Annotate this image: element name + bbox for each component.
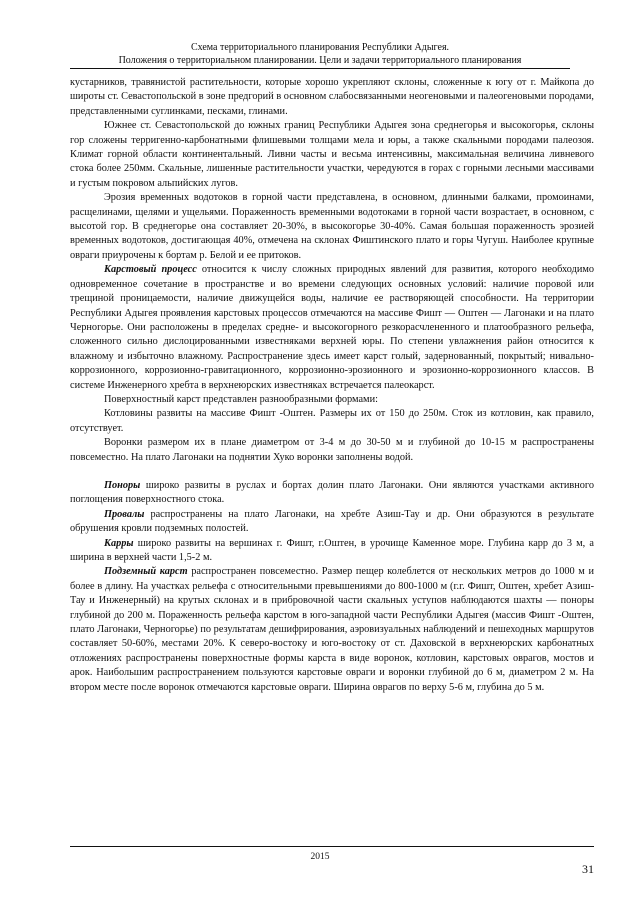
footer-divider (70, 846, 594, 847)
document-body (70, 76, 594, 695)
paragraph-underground-karst (70, 565, 594, 695)
term-ponors: Поноры (104, 479, 141, 491)
page-number: 31 (582, 862, 594, 876)
term-karren: Карры (104, 537, 134, 549)
header-line-2: Положения о территориальном планировании. Цели и задачи территориального планирования (70, 54, 570, 69)
ponors-text: широко развиты в руслах и бортах долин плато Лагонаки. Они являются участками активного поглощения поверхностного стока. (70, 479, 594, 506)
page-header (70, 41, 570, 69)
sinkholes-text: распространены на плато Лагонаки, на хребте Азиш-Тау и др. Они образуются в результате обрушения кровли подземных полостей. (70, 508, 594, 535)
paragraph-erosion: Эрозия временных водотоков в горной части представлена, в основном, длинными балками, промоинами, расщелинами, щелями и ущельями. Пораженность временными водотоками в горной части возрастает, в основном, с высотой гор. В среднегорье она составляет 20-30%, в высокогорье 30-40%. Самая большая пораженность эрозией временных водотоков, достигающая 40%, отмечена на склонах Фиштинского плато и горы Чугуш. Наиболее крупные овраги приурочены к бортам р. Белой и ее притоков. (70, 192, 594, 261)
karren-text: широко развиты на вершинах г. Фишт, г.Оштен, в урочище Каменное море. Глубина карр до 3 м, а ширина в верхней части 1,5-2 м. (70, 537, 594, 563)
paragraph-sinkholes (70, 508, 594, 537)
paragraph-vegetation: кустарников, травянистой растительности, которые хорошо укрепляют склоны, сложенные к югу от г. Майкопа до широты ст. Севастопольской в зоне предгорий в основном слабосвязанными неогеновыми и палеогеновыми породами, представленными суглинками, песками, глинами. (70, 77, 594, 117)
term-underground-karst: Подземный карст (104, 566, 188, 578)
header-line-1: Схема территориального планирования Республики Адыгея. (190, 42, 450, 53)
paragraph-surface-karst: Поверхностный карст представлен разнообразными формами: (104, 393, 378, 405)
paragraph-ponors (70, 479, 594, 508)
term-karst-process: Карстовый процесс (104, 264, 197, 276)
paragraph-basins: Котловины развиты на массиве Фишт -Оштен. Размеры их от 150 до 250м. Сток из котловин, как правило, отсутствует. (70, 408, 594, 434)
footer-year: 2015 (310, 852, 330, 862)
paragraph-karren (70, 537, 594, 566)
karst-process-text: относится к числу сложных природных явлений для развития, которого необходимо одновременное сочетание в пространстве и во времени следующих основных условий: наличие поровой или трещиной проницаемости, наличие движущейся воды, наличие ее растворяющей способности. На территории Республики Адыгея проявления карстовых процессов отмечаются на массиве Фишт — Оштен — Лагонаки и на плато Черногорье. Они расположены в пределах средне- и высокогорного резкорасчлененного и платообразного рельефа, сложенного сильно дислоцированными известняками верхней юры. По степени увлажнения район относится к влажному и избыточно влажному. Распространение здесь имеет карст голый, задернованный, покрытый; нивально-коррозионного, коррозионно-гравитационного, коррозионно-эрозионного и эрозионно-коррозионного классов. В системе Инженерного хребта в верхнеюрских известняках встречается палеокарст. (70, 264, 594, 391)
paragraph-gap (70, 465, 594, 479)
paragraph-mountain-zone: Южнее ст. Севастопольской до южных границ Республики Адыгея зона среднегорья и высокогорья, склоны гор сложены терригенно-карбонатными флишевыми толщами мела и юры, а также скальными породами палеозоя. Климат горной области континентальный. Ливни часты и весьма интенсивны, максимальная величина ливневого стока более 250мм. Скальные, лишенные растительности участки, чередуются в горах с горными лесными массивами и густым покровом альпийских лугов. (70, 120, 594, 189)
paragraph-karst-process (70, 263, 594, 393)
underground-karst-text: распространен повсеместно. Размер пещер колеблется от нескольких метров до 1000 м и более в длину. На участках рельефа с относительными превышениями до 800-1000 м (г.г. Фишт, Оштен, хребет Азиш-Тау и Инженерный) на крутых склонах и в прибровочной части скальных уступов наблюдаются шахты — поноры глубиной до 200 м. Пораженность рельефа карстом в юго-западной части Республики Адыгея (массив Фишт -Оштен, плато Лагонаки, Черногорье) по результатам дешифрирования, аэровизуальных наблюдений и пешеходных маршрутов составляет 50-60%, местами 20%. К северо-востоку и юго-востоку от ст. Даховской в верхнеюрских карбонатных отложениях распространены поверхностные формы карста в виде воронок, котловин, карстовых оврагов, мостов и арок. Наибольшим распространением пользуются карстовые овраги и воронки глубиной до 6 м, диаметром 2 м. На втором месте после воронок отмечаются карстовые овраги. Ширина оврагов по верху 5-6 м, глубина до 5 м. (70, 566, 594, 693)
term-sinkholes: Провалы (104, 508, 145, 520)
paragraph-funnels: Воронки размером их в плане диаметром от 3-4 м до 30-50 м и глубиной до 10-15 м распространены повсеместно. На плато Лагонаки на поднятии Хуко воронки заполнены водой. (70, 437, 594, 463)
